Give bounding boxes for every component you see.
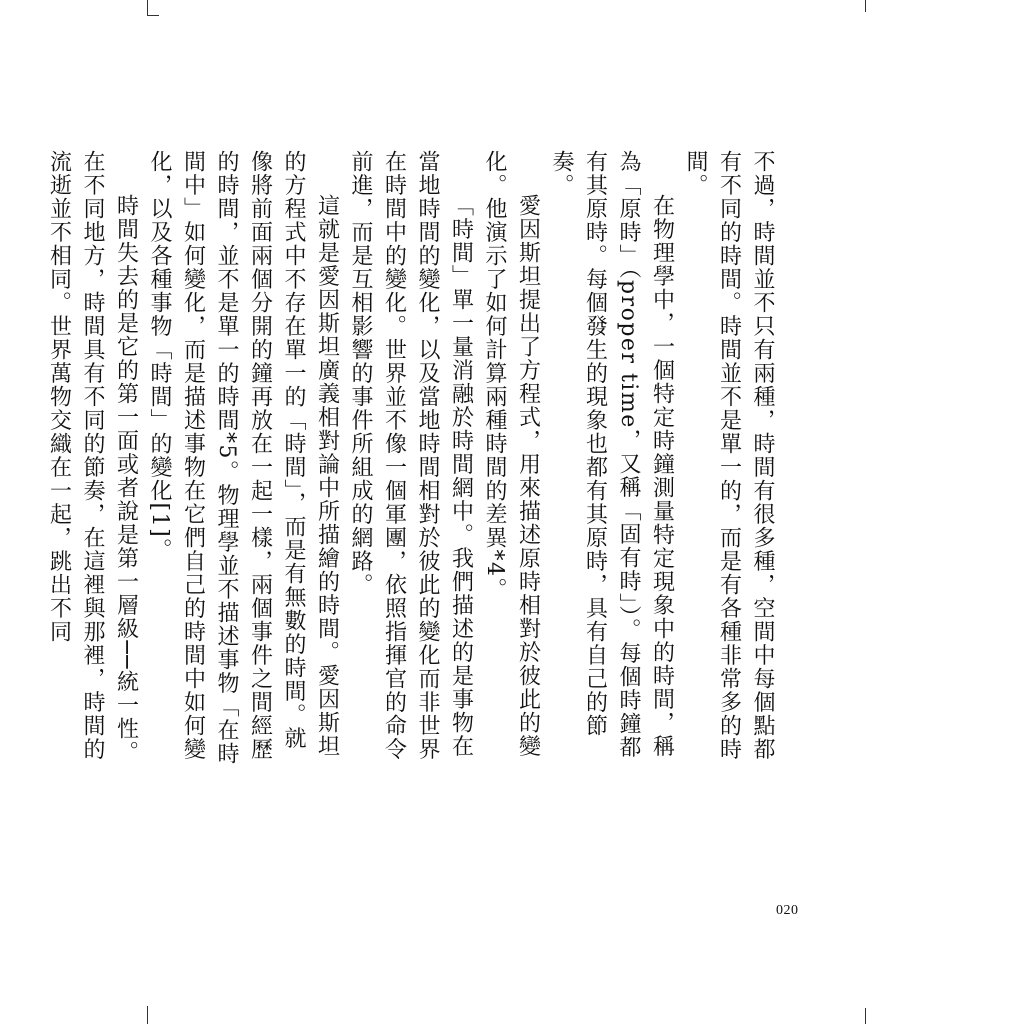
crop-mark-top-right-vertical bbox=[865, 0, 866, 12]
paragraph-2: 在物理學中，一個特定時鐘測量特定現象中的時間，稱為「原時」（proper time，又稱「固有時」）。每個時鐘都有其原時。每個發生的現象也都有其原時，具有自己的節奏。 bbox=[549, 150, 675, 760]
crop-mark-bottom-left-vertical bbox=[147, 1006, 148, 1024]
paragraph-1: 不過，時間並不只有兩種，時間有很多種，空間中每個點都有不同的時間。時間並不是單一的，而是有各種非常多的時間。 bbox=[683, 150, 775, 761]
crop-mark-top-left-horizontal bbox=[147, 15, 159, 16]
paragraph-4: 「時間」單一量消融於時間網中。我們描述的是事物在當地時間的變化，以及當地時間相對於彼此的變化而非世界在時間中的變化。世界並不像一個軍團，依照指揮官的命令前進，而是互相影響的事件所組成的網路。 bbox=[348, 150, 474, 761]
crop-mark-bottom-right-vertical bbox=[865, 1008, 866, 1024]
paragraph-3: 愛因斯坦提出了方程式，用來描述原時相對於彼此的變化。他演示了如何計算兩種時間的差異*4。 bbox=[482, 150, 541, 758]
paragraph-5: 這就是愛因斯坦廣義相對論中所描繪的時間。愛因斯坦的方程式中不存在單一的「時間」，而是有無數的時間。就像將前面兩個分開的鐘再放在一起一樣，兩個事件之間經歷的時間，並不是單一的時間*5。物理學並不描述事物「在時間中」如何變化，而是描述事物在它們自己的時間中如何變化，以及各種事物「時間」的變化[1]。 bbox=[147, 150, 340, 766]
vertical-body-text bbox=[46, 150, 779, 770]
page-number: 020 bbox=[776, 903, 799, 918]
crop-mark-top-left-vertical bbox=[147, 0, 148, 16]
paragraph-6: 時間失去的是它的第一面或者說是第一層級──統一性。在不同地方，時間具有不同的節奏，在這裡與那裡，時間的流逝並不相同。世界萬物交織在一起，跳出不同 bbox=[46, 150, 139, 764]
